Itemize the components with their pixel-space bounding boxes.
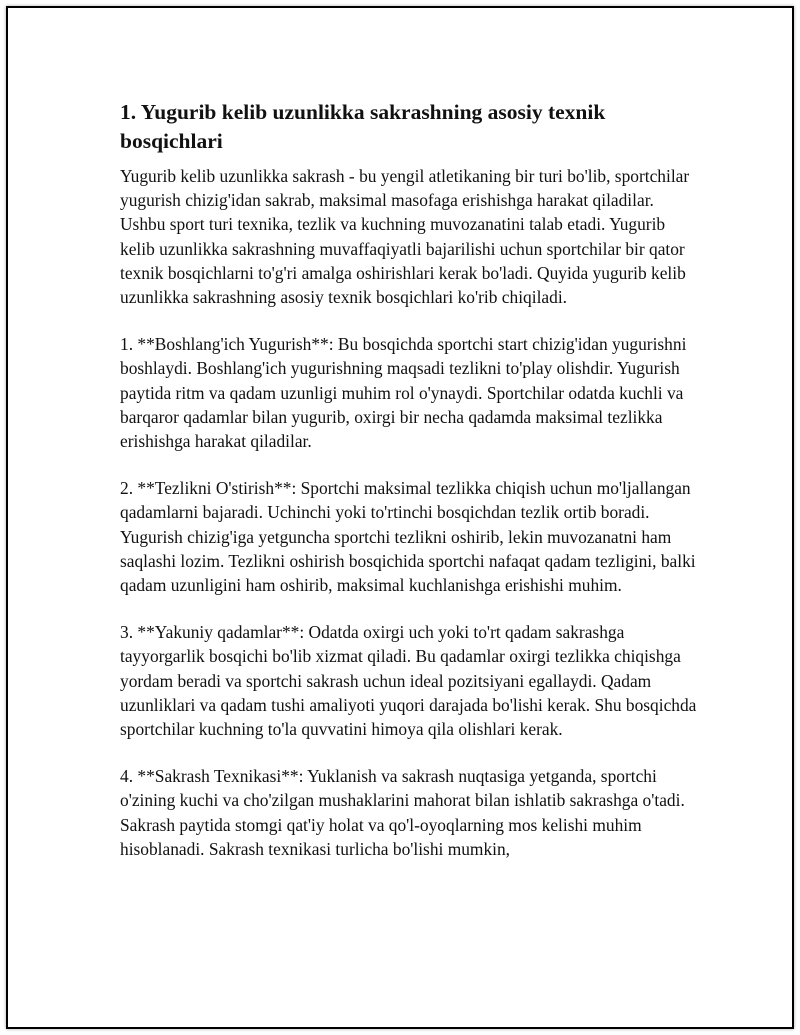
document-page — [6, 6, 794, 1029]
step-4-paragraph: 4. **Sakrash Texnikasi**: Yuklanish va sakrash nuqtasiga yetganda, sportchi o'zining kuchi va cho'zilgan mushaklarini mahorat bilan ishlatib sakrashga o'tadi. Sakrash paytida stomgi qat'iy holat va qo'l-oyoqlarning mos kelishi muhim hisoblanadi. Sakrash texnikasi turlicha bo'lishi mumkin, — [120, 766, 685, 859]
step-2-paragraph: 2. **Tezlikni O'stirish**: Sportchi maksimal tezlikka chiqish uchun mo'ljallangan qadamlarni bajaradi. Uchinchi yoki to'rtinchi bosqichdan tezlik ortib boradi. Yugurish chizig'iga yetguncha sportchi tezlikni oshirib, lekin muvozanatni ham saqlashi lozim. Tezlikni oshirish bosqichida sportchi nafaqat qadam tezligini, balki qadam uzunligini ham oshirib, maksimal kuchlanishga erishishi muhim. — [120, 478, 696, 596]
step-3-paragraph: 3. **Yakuniy qadamlar**: Odatda oxirgi uch yoki to'rt qadam sakrashga tayyorgarlik bosqichi bo'lib xizmat qiladi. Bu qadamlar oxirgi tezlikka chiqishga yordam beradi va sportchi sakrash uchun ideal pozitsiyani egallaydi. Qadam uzunliklari va qadam tushi amaliyoti yuqori darajada bo'lishi kerak. Shu bosqichda sportchilar kuchning to'la quvvatini himoya qila olishlari kerak. — [120, 622, 697, 740]
document-body — [120, 98, 700, 884]
document-title: 1. Yugurib kelib uzunlikka sakrashning asosiy texnik bosqichlari — [120, 100, 606, 153]
intro-paragraph: Yugurib kelib uzunlikka sakrash - bu yengil atletikaning bir turi bo'lib, sportchilar yugurish chizig'idan sakrab, maksimal masofaga erishishga harakat qiladilar. Ushbu sport turi texnika, tezlik va kuchning muvozanatini talab etadi. Yugurib kelib uzunlikka sakrashning muvaffaqiyatli bajarilishi uchun sportchilar bir qator texnik bosqichlarni to'g'ri amalga oshirishlari kerak bo'ladi. Quyida yugurib kelib uzunlikka sakrashning asosiy texnik bosqichlari ko'rib chiqiladi. — [120, 166, 690, 308]
step-1-paragraph: 1. **Boshlang'ich Yugurish**: Bu bosqichda sportchi start chizig'idan yugurishni boshlaydi. Boshlang'ich yugurishning maqsadi tezlikni to'play olishdir. Yugurish paytida ritm va qadam uzunligi muhim rol o'ynaydi. Sportchilar odatda kuchli va barqaror qadamlar bilan yugurib, oxirgi bir necha qadamda maksimal tezlikka erishishga harakat qiladilar. — [120, 334, 687, 452]
